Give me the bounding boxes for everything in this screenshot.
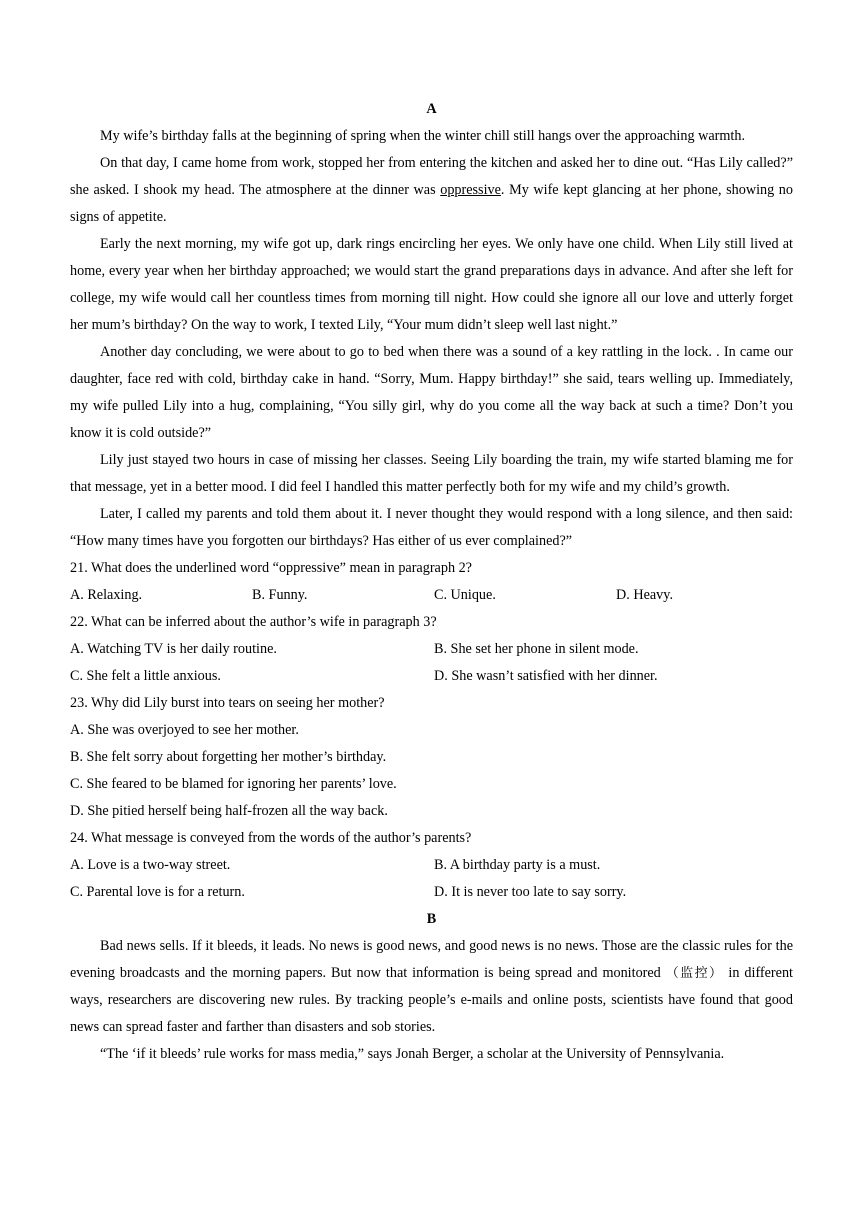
question-22-stem: 22. What can be inferred about the author’s wife in paragraph 3?	[70, 614, 437, 630]
option-a: A. She was overjoyed to see her mother.	[70, 722, 299, 738]
option-b: B. A birthday party is a must.	[434, 857, 601, 873]
option-a: A. Watching TV is her daily routine.	[70, 641, 277, 657]
option-b: B. She set her phone in silent mode.	[434, 641, 639, 657]
question-24-stem: 24. What message is conveyed from the words of the author’s parents?	[70, 830, 472, 846]
passage-a-paragraph-2	[70, 150, 793, 231]
option-c: C. She felt a little anxious.	[70, 668, 221, 684]
passage-b-paragraph-1	[70, 933, 793, 1041]
section-b-heading: B	[426, 911, 437, 927]
option-d: D. She wasn’t satisfied with her dinner.	[434, 668, 658, 684]
option-d: D. Heavy.	[616, 587, 673, 603]
underlined-word: oppressive	[440, 182, 501, 198]
chinese-gloss: （监控）	[665, 966, 724, 981]
section-a-heading: A	[426, 101, 437, 117]
option-c: C. Parental love is for a return.	[70, 884, 245, 900]
passage-b-text-after: in different ways, researchers are discovering new rules. By tracking people’s e-mails and online posts, scientists have found that good news can spread faster and farther than disasters and sob stories.	[70, 965, 793, 1035]
paragraph-2-text-after: . My wife kept glancing at her phone, showing no signs of appetite.	[70, 182, 793, 225]
option-d: D. She pitied herself being half-frozen all the way back.	[70, 803, 388, 819]
question-24-options-row-2	[70, 879, 793, 906]
question-21-options	[70, 582, 793, 609]
passage-a-paragraph-1: My wife’s birthday falls at the beginning of spring when the winter chill still hangs over the approaching warmth.	[100, 128, 745, 144]
question-23-stem: 23. Why did Lily burst into tears on seeing her mother?	[70, 695, 385, 711]
passage-a-paragraph-6: Later, I called my parents and told them about it. I never thought they would respond with a long silence, and then said: “How many times have you forgotten our birthdays? Has either of us ever complained?”	[70, 506, 793, 549]
option-b: B. Funny.	[252, 587, 308, 603]
option-c: C. She feared to be blamed for ignoring her parents’ love.	[70, 776, 397, 792]
passage-b-paragraph-2: “The ‘if it bleeds’ rule works for mass media,” says Jonah Berger, a scholar at the University of Pennsylvania.	[100, 1046, 725, 1062]
option-b: B. She felt sorry about forgetting her mother’s birthday.	[70, 749, 387, 765]
question-22-options-row-2	[70, 663, 793, 690]
question-22-options-row-1	[70, 636, 793, 663]
document-page	[70, 96, 793, 1068]
option-d: D. It is never too late to say sorry.	[434, 884, 627, 900]
question-21-stem: 21. What does the underlined word “oppressive” mean in paragraph 2?	[70, 560, 472, 576]
question-24-options-row-1	[70, 852, 793, 879]
option-c: C. Unique.	[434, 587, 496, 603]
passage-a-paragraph-4: Another day concluding, we were about to go to bed when there was a sound of a key rattling in the lock. . In came our daughter, face red with cold, birthday cake in hand. “Sorry, Mum. Happy birthday!” she said, tears welling up. Immediately, my wife pulled Lily into a hug, complaining, “You silly girl, why do you come all the way back at such a time? Don’t you know it is cold outside?”	[70, 344, 793, 441]
passage-a-paragraph-5: Lily just stayed two hours in case of missing her classes. Seeing Lily boarding the train, my wife started blaming me for that message, yet in a better mood. I did feel I handled this matter perfectly both for my wife and my child’s growth.	[70, 452, 793, 495]
paragraph-2-text-before: On that day, I came home from work, stopped her from entering the kitchen and asked her to dine out. “Has Lily called?” she asked. I shook my head. The atmosphere at the dinner was	[70, 155, 793, 198]
passage-b-text-before: Bad news sells. If it bleeds, it leads. No news is good news, and good news is no news. Those are the classic rules for the evening broadcasts and the morning papers. But now that information is being spread and monitored	[70, 938, 793, 981]
passage-a-paragraph-3: Early the next morning, my wife got up, dark rings encircling her eyes. We only have one child. When Lily still lived at home, every year when her birthday approached; we would start the grand preparations days in advance. And after she left for college, my wife would call her countless times from morning till night. How could she ignore all our love and utterly forget her mum’s birthday? On the way to work, I texted Lily, “Your mum didn’t sleep well last night.”	[70, 236, 793, 333]
option-a: A. Relaxing.	[70, 587, 143, 603]
option-a: A. Love is a two-way street.	[70, 857, 231, 873]
